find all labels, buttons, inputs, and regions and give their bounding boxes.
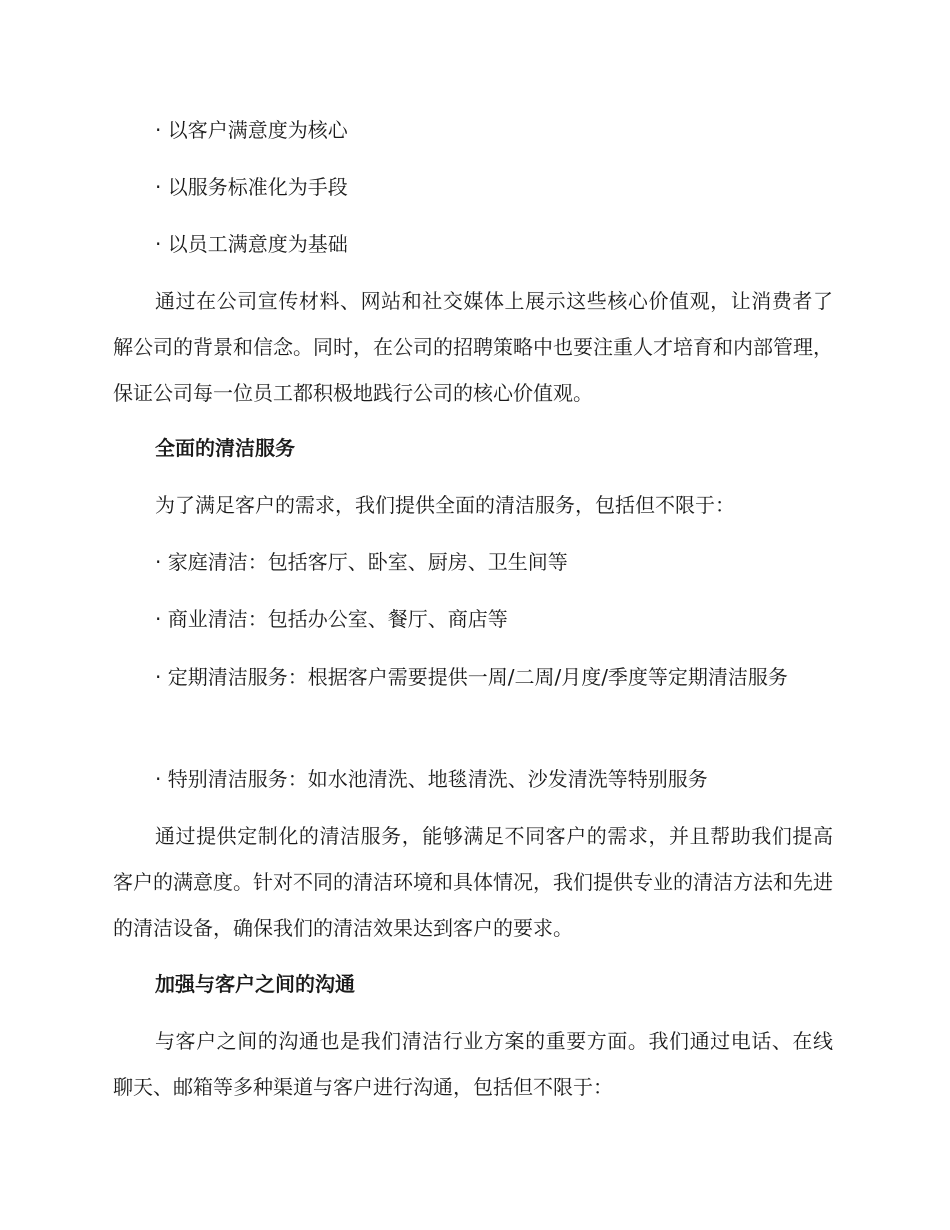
service-item: · 特别清洁服务：如水池清洗、地毯清洗、沙发清洗等特别服务 bbox=[155, 767, 708, 791]
bullet-item: · 以服务标准化为手段 bbox=[155, 175, 348, 199]
service-item: · 定期清洁服务：根据客户需要提供一周/二周/月度/季度等定期清洁服务 bbox=[155, 665, 788, 689]
bullet-item: · 以员工满意度为基础 bbox=[155, 232, 348, 256]
paragraph-communication: 与客户之间的沟通也是我们清洁行业方案的重要方面。我们通过电话、在线聊天、邮箱等多种渠道与客户进行沟通，包括但不限于： bbox=[113, 1029, 833, 1099]
section-heading-communication: 加强与客户之间的沟通 bbox=[155, 972, 355, 996]
paragraph-core-values: 通过在公司宣传材料、网站和社交媒体上展示这些核心价值观，让消费者了解公司的背景和信念。同时，在公司的招聘策略中也要注重人才培育和内部管理，保证公司每一位员工都积极地践行公司的核心价值观。 bbox=[113, 289, 833, 405]
paragraph-custom-services: 通过提供定制化的清洁服务，能够满足不同客户的需求，并且帮助我们提高客户的满意度。针对不同的清洁环境和具体情况，我们提供专业的清洁方法和先进的清洁设备，确保我们的清洁效果达到客户的要求。 bbox=[113, 824, 833, 940]
bullet-item: · 以客户满意度为核心 bbox=[155, 118, 348, 142]
paragraph-intro: 为了满足客户的需求，我们提供全面的清洁服务，包括但不限于： bbox=[155, 493, 735, 517]
service-item: · 家庭清洁：包括客厅、卧室、厨房、卫生间等 bbox=[155, 550, 568, 574]
service-item: · 商业清洁：包括办公室、餐厅、商店等 bbox=[155, 607, 508, 631]
section-heading-cleaning-services: 全面的清洁服务 bbox=[155, 436, 295, 460]
